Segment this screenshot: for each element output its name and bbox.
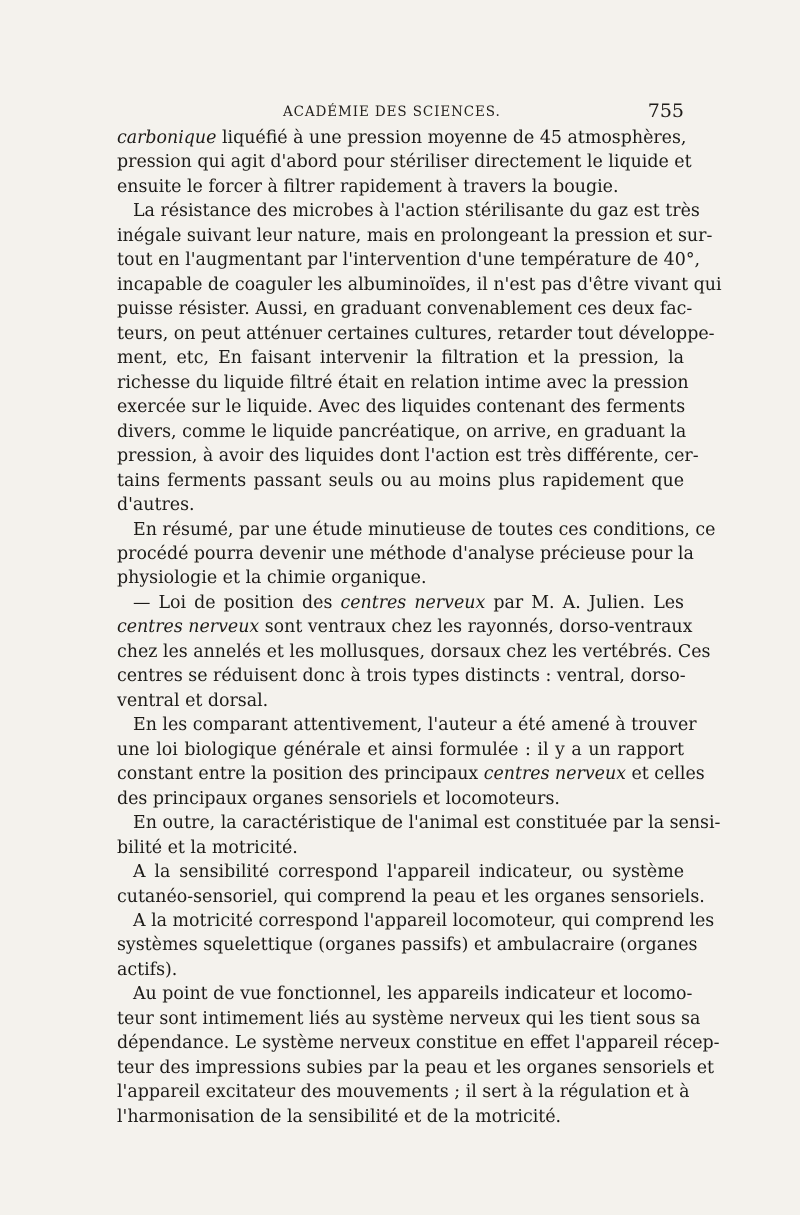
text-line: Au point de vue fonctionnel, les appareils indicateur et locomo- bbox=[133, 984, 693, 1005]
text-line: En les comparant attentivement, l'auteur a été amené à trouver bbox=[133, 715, 697, 736]
italic-phrase: centres nerveux bbox=[340, 592, 486, 613]
text-line: ventral et dorsal. bbox=[117, 690, 269, 711]
text-line: En outre, la caractéristique de l'animal est constituée par la sensi- bbox=[133, 813, 721, 834]
text-line: divers, comme le liquide pancréatique, on arrive, en graduant la bbox=[117, 421, 687, 442]
text-line bbox=[117, 762, 705, 786]
text-line: des principaux organes sensoriels et locomoteurs. bbox=[117, 788, 560, 809]
line-text: liquéfié à une pression moyenne de 45 atmosphères, bbox=[221, 128, 687, 148]
text-line: richesse du liquide filtré était en relation intime avec la pression bbox=[117, 372, 689, 393]
page-number: 755 bbox=[647, 100, 684, 122]
text-line: pression qui agit d'abord pour stériliser directement le liquide et bbox=[117, 152, 692, 173]
body-text bbox=[117, 126, 722, 1129]
line-text: par M. A. Julien. Les bbox=[485, 592, 684, 613]
text-line: l'appareil excitateur des mouvements ; il sert à la régulation et à bbox=[117, 1082, 690, 1103]
text-line: A la sensibilité correspond l'appareil indicateur, ou système bbox=[133, 862, 684, 883]
text-line: teur des impressions subies par la peau et les organes sensoriels et bbox=[117, 1057, 715, 1078]
line-text: sont ventraux chez les rayonnés, dorso-ventraux bbox=[259, 617, 693, 638]
page-header bbox=[117, 100, 684, 124]
running-head: ACADÉMIE DES SCIENCES. bbox=[283, 104, 501, 120]
text-line: une loi biologique générale et ainsi formulée : il y a un rapport bbox=[117, 739, 684, 760]
text-line: tains ferments passant seuls ou au moins plus rapidement que bbox=[117, 470, 684, 491]
text-line: procédé pourra devenir une méthode d'analyse précieuse pour la bbox=[117, 543, 694, 564]
line-text: constant entre la position des principaux bbox=[117, 764, 484, 785]
italic-word: carbonique bbox=[117, 128, 217, 148]
text-line: pression, à avoir des liquides dont l'action est très différente, cer- bbox=[117, 446, 699, 467]
text-line: tout en l'augmentant par l'intervention d'une température de 40°, bbox=[117, 250, 701, 271]
text-line: teurs, on peut atténuer certaines cultures, retarder tout développe- bbox=[117, 323, 715, 344]
text-line: centres se réduisent donc à trois types distincts : ventral, dorso- bbox=[117, 666, 686, 687]
text-line: En résumé, par une étude minutieuse de toutes ces conditions, ce bbox=[133, 519, 716, 540]
text-line: d'autres. bbox=[117, 495, 195, 516]
text-line: physiologie et la chimie organique. bbox=[117, 568, 427, 589]
text-line: ment, etc, En faisant intervenir la filtration et la pression, la bbox=[117, 348, 684, 369]
text-line: systèmes squelettique (organes passifs) et ambulacraire (organes bbox=[117, 935, 698, 956]
line-text: — Loi de position des bbox=[133, 592, 341, 613]
line-text: et celles bbox=[625, 764, 705, 785]
italic-phrase: centres nerveux bbox=[483, 764, 626, 785]
text-line: inégale suivant leur nature, mais en prolongeant la pression et sur- bbox=[117, 225, 713, 246]
text-line bbox=[117, 615, 693, 639]
text-line: ensuite le forcer à filtrer rapidement à travers la bougie. bbox=[117, 176, 619, 197]
text-line: cutanéo-sensoriel, qui comprend la peau et les organes sensoriels. bbox=[117, 886, 705, 907]
text-line: bilité et la motricité. bbox=[117, 837, 298, 858]
text-line: chez les annelés et les mollusques, dorsaux chez les vertébrés. Ces bbox=[117, 641, 711, 662]
text-line bbox=[117, 126, 687, 150]
text-line: actifs). bbox=[117, 959, 178, 980]
text-line: l'harmonisation de la sensibilité et de la motricité. bbox=[117, 1106, 562, 1127]
text-line: dépendance. Le système nerveux constitue en effet l'appareil récep- bbox=[117, 1033, 720, 1054]
text-line: incapable de coaguler les albuminoïdes, il n'est pas d'être vivant qui bbox=[117, 274, 722, 295]
italic-phrase: centres nerveux bbox=[117, 617, 260, 638]
text-line: A la motricité correspond l'appareil locomoteur, qui comprend les bbox=[133, 911, 715, 931]
text-line bbox=[117, 591, 684, 615]
text-line: puisse résister. Aussi, en graduant convenablement ces deux fac- bbox=[117, 299, 693, 320]
text-line: La résistance des microbes à l'action stérilisante du gaz est très bbox=[133, 201, 700, 222]
text-line: exercée sur le liquide. Avec des liquides contenant des ferments bbox=[117, 397, 686, 418]
text-line: teur sont intimement liés au système nerveux qui les tient sous sa bbox=[117, 1008, 701, 1029]
